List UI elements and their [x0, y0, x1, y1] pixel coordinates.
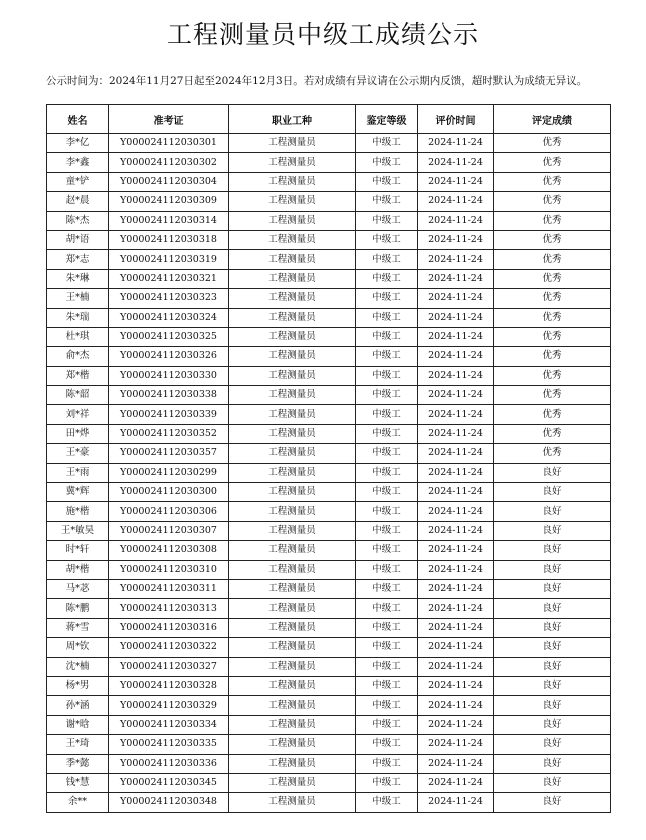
- cell-result: 优秀: [494, 366, 611, 385]
- cell-level: 中级工: [356, 696, 418, 715]
- cell-level: 中级工: [356, 754, 418, 773]
- cell-level: 中级工: [356, 347, 418, 366]
- cell-result: 优秀: [494, 172, 611, 191]
- cell-occupation: 工程测量员: [229, 424, 356, 443]
- cell-occupation: 工程测量员: [229, 618, 356, 637]
- cell-level: 中级工: [356, 521, 418, 540]
- cell-eval-date: 2024-11-24: [418, 657, 494, 676]
- table-row: [47, 405, 611, 424]
- cell-eval-date: 2024-11-24: [418, 676, 494, 695]
- cell-result: 良好: [494, 657, 611, 676]
- table-row: [47, 715, 611, 734]
- cell-level: 中级工: [356, 230, 418, 249]
- cell-occupation: 工程测量员: [229, 308, 356, 327]
- table-row: [47, 638, 611, 657]
- cell-result: 优秀: [494, 250, 611, 269]
- cell-occupation: 工程测量员: [229, 444, 356, 463]
- cell-result: 优秀: [494, 134, 611, 153]
- cell-name: 王*楠: [47, 289, 109, 308]
- table-row: [47, 463, 611, 482]
- cell-eval-date: 2024-11-24: [418, 211, 494, 230]
- cell-level: 中级工: [356, 483, 418, 502]
- cell-occupation: 工程测量员: [229, 579, 356, 598]
- cell-ticket-number: Y000024112030330: [109, 366, 229, 385]
- cell-occupation: 工程测量员: [229, 502, 356, 521]
- cell-result: 良好: [494, 715, 611, 734]
- cell-occupation: 工程测量员: [229, 327, 356, 346]
- table-row: [47, 289, 611, 308]
- cell-ticket-number: Y000024112030310: [109, 560, 229, 579]
- cell-name: 杜*琪: [47, 327, 109, 346]
- cell-result: 良好: [494, 696, 611, 715]
- cell-level: 中级工: [356, 424, 418, 443]
- cell-ticket-number: Y000024112030316: [109, 618, 229, 637]
- table-row: [47, 657, 611, 676]
- cell-level: 中级工: [356, 134, 418, 153]
- cell-eval-date: 2024-11-24: [418, 773, 494, 792]
- cell-eval-date: 2024-11-24: [418, 696, 494, 715]
- cell-level: 中级工: [356, 327, 418, 346]
- table-row: [47, 521, 611, 540]
- cell-result: 良好: [494, 599, 611, 618]
- cell-name: 胡*语: [47, 230, 109, 249]
- cell-result: 优秀: [494, 230, 611, 249]
- cell-eval-date: 2024-11-24: [418, 618, 494, 637]
- cell-name: 童*铲: [47, 172, 109, 191]
- cell-occupation: 工程测量员: [229, 250, 356, 269]
- cell-level: 中级工: [356, 153, 418, 172]
- cell-ticket-number: Y000024112030300: [109, 483, 229, 502]
- header-occupation: 职业工种: [229, 105, 356, 134]
- table-row: [47, 366, 611, 385]
- cell-occupation: 工程测量员: [229, 386, 356, 405]
- cell-result: 良好: [494, 463, 611, 482]
- table-row: [47, 444, 611, 463]
- cell-level: 中级工: [356, 676, 418, 695]
- cell-ticket-number: Y000024112030357: [109, 444, 229, 463]
- cell-level: 中级工: [356, 502, 418, 521]
- cell-name: 李*亿: [47, 134, 109, 153]
- cell-ticket-number: Y000024112030338: [109, 386, 229, 405]
- cell-level: 中级工: [356, 715, 418, 734]
- cell-ticket-number: Y000024112030299: [109, 463, 229, 482]
- cell-occupation: 工程测量员: [229, 463, 356, 482]
- cell-level: 中级工: [356, 250, 418, 269]
- cell-name: 田*烨: [47, 424, 109, 443]
- cell-name: 胡*楷: [47, 560, 109, 579]
- cell-name: 马*苾: [47, 579, 109, 598]
- cell-eval-date: 2024-11-24: [418, 735, 494, 754]
- cell-level: 中级工: [356, 386, 418, 405]
- table-row: [47, 560, 611, 579]
- cell-eval-date: 2024-11-24: [418, 793, 494, 812]
- cell-occupation: 工程测量员: [229, 638, 356, 657]
- table-row: [47, 192, 611, 211]
- cell-result: 优秀: [494, 424, 611, 443]
- cell-name: 沈*楠: [47, 657, 109, 676]
- cell-ticket-number: Y000024112030352: [109, 424, 229, 443]
- cell-name: 李*鑫: [47, 153, 109, 172]
- cell-name: 郑*志: [47, 250, 109, 269]
- cell-occupation: 工程测量员: [229, 773, 356, 792]
- cell-result: 良好: [494, 735, 611, 754]
- cell-eval-date: 2024-11-24: [418, 366, 494, 385]
- cell-result: 优秀: [494, 405, 611, 424]
- cell-occupation: 工程测量员: [229, 657, 356, 676]
- cell-eval-date: 2024-11-24: [418, 289, 494, 308]
- cell-ticket-number: Y000024112030306: [109, 502, 229, 521]
- cell-occupation: 工程测量员: [229, 793, 356, 812]
- cell-occupation: 工程测量员: [229, 192, 356, 211]
- cell-level: 中级工: [356, 599, 418, 618]
- cell-level: 中级工: [356, 308, 418, 327]
- table-row: [47, 211, 611, 230]
- cell-occupation: 工程测量员: [229, 405, 356, 424]
- cell-ticket-number: Y000024112030322: [109, 638, 229, 657]
- cell-name: 俞*杰: [47, 347, 109, 366]
- cell-occupation: 工程测量员: [229, 754, 356, 773]
- cell-eval-date: 2024-11-24: [418, 521, 494, 540]
- cell-occupation: 工程测量员: [229, 715, 356, 734]
- cell-occupation: 工程测量员: [229, 541, 356, 560]
- table-row: [47, 172, 611, 191]
- cell-result: 优秀: [494, 211, 611, 230]
- cell-ticket-number: Y000024112030348: [109, 793, 229, 812]
- cell-name: 谢*晗: [47, 715, 109, 734]
- notice-text: 公示时间为：2024年11月27日起至2024年12月3日。若对成绩有异议请在公示期内反馈，超时默认为成绩无异议。: [46, 75, 588, 87]
- cell-name: 蒋*雪: [47, 618, 109, 637]
- cell-name: 陈*杰: [47, 211, 109, 230]
- cell-ticket-number: Y000024112030314: [109, 211, 229, 230]
- cell-result: 良好: [494, 541, 611, 560]
- cell-ticket-number: Y000024112030327: [109, 657, 229, 676]
- cell-level: 中级工: [356, 773, 418, 792]
- cell-name: 余**: [47, 793, 109, 812]
- cell-eval-date: 2024-11-24: [418, 386, 494, 405]
- cell-name: 施*楷: [47, 502, 109, 521]
- cell-eval-date: 2024-11-24: [418, 134, 494, 153]
- cell-level: 中级工: [356, 735, 418, 754]
- cell-result: 良好: [494, 676, 611, 695]
- cell-level: 中级工: [356, 444, 418, 463]
- cell-level: 中级工: [356, 638, 418, 657]
- cell-level: 中级工: [356, 192, 418, 211]
- cell-occupation: 工程测量员: [229, 560, 356, 579]
- cell-eval-date: 2024-11-24: [418, 444, 494, 463]
- cell-occupation: 工程测量员: [229, 696, 356, 715]
- cell-eval-date: 2024-11-24: [418, 424, 494, 443]
- cell-result: 良好: [494, 618, 611, 637]
- cell-ticket-number: Y000024112030334: [109, 715, 229, 734]
- cell-level: 中级工: [356, 172, 418, 191]
- cell-occupation: 工程测量员: [229, 599, 356, 618]
- cell-occupation: 工程测量员: [229, 366, 356, 385]
- cell-ticket-number: Y000024112030311: [109, 579, 229, 598]
- header-ticket-number: 准考证: [109, 105, 229, 134]
- cell-level: 中级工: [356, 541, 418, 560]
- table-row: [47, 618, 611, 637]
- cell-name: 王*琦: [47, 735, 109, 754]
- cell-name: 周*钦: [47, 638, 109, 657]
- cell-occupation: 工程测量员: [229, 521, 356, 540]
- cell-name: 王*雨: [47, 463, 109, 482]
- table-row: [47, 386, 611, 405]
- cell-ticket-number: Y000024112030304: [109, 172, 229, 191]
- cell-eval-date: 2024-11-24: [418, 308, 494, 327]
- cell-level: 中级工: [356, 463, 418, 482]
- cell-level: 中级工: [356, 793, 418, 812]
- table-row: [47, 541, 611, 560]
- cell-result: 良好: [494, 560, 611, 579]
- cell-level: 中级工: [356, 560, 418, 579]
- table-row: [47, 230, 611, 249]
- cell-ticket-number: Y000024112030339: [109, 405, 229, 424]
- cell-name: 朱*瑞: [47, 308, 109, 327]
- cell-eval-date: 2024-11-24: [418, 502, 494, 521]
- table-row: [47, 347, 611, 366]
- cell-name: 赵*晨: [47, 192, 109, 211]
- table-row: [47, 696, 611, 715]
- cell-name: 孙*涵: [47, 696, 109, 715]
- table-row: [47, 754, 611, 773]
- cell-occupation: 工程测量员: [229, 735, 356, 754]
- cell-occupation: 工程测量员: [229, 153, 356, 172]
- cell-name: 钱*慧: [47, 773, 109, 792]
- cell-eval-date: 2024-11-24: [418, 638, 494, 657]
- cell-ticket-number: Y000024112030328: [109, 676, 229, 695]
- cell-occupation: 工程测量员: [229, 211, 356, 230]
- cell-eval-date: 2024-11-24: [418, 483, 494, 502]
- cell-name: 杨*男: [47, 676, 109, 695]
- cell-ticket-number: Y000024112030313: [109, 599, 229, 618]
- cell-level: 中级工: [356, 405, 418, 424]
- cell-level: 中级工: [356, 618, 418, 637]
- cell-result: 良好: [494, 502, 611, 521]
- cell-result: 良好: [494, 521, 611, 540]
- cell-eval-date: 2024-11-24: [418, 250, 494, 269]
- cell-eval-date: 2024-11-24: [418, 541, 494, 560]
- cell-level: 中级工: [356, 366, 418, 385]
- cell-ticket-number: Y000024112030325: [109, 327, 229, 346]
- table-row: [47, 773, 611, 792]
- table-header-row: [47, 105, 611, 134]
- cell-eval-date: 2024-11-24: [418, 463, 494, 482]
- cell-result: 优秀: [494, 289, 611, 308]
- cell-occupation: 工程测量员: [229, 347, 356, 366]
- cell-eval-date: 2024-11-24: [418, 172, 494, 191]
- table-row: [47, 308, 611, 327]
- cell-eval-date: 2024-11-24: [418, 560, 494, 579]
- cell-ticket-number: Y000024112030336: [109, 754, 229, 773]
- table-row: [47, 676, 611, 695]
- cell-occupation: 工程测量员: [229, 289, 356, 308]
- score-table: [46, 104, 611, 813]
- cell-ticket-number: Y000024112030329: [109, 696, 229, 715]
- cell-name: 季*懿: [47, 754, 109, 773]
- cell-eval-date: 2024-11-24: [418, 269, 494, 288]
- header-level: 鉴定等级: [356, 105, 418, 134]
- header-eval-date: 评价时间: [418, 105, 494, 134]
- cell-name: 朱*琳: [47, 269, 109, 288]
- table-row: [47, 579, 611, 598]
- table-row: [47, 269, 611, 288]
- cell-result: 优秀: [494, 153, 611, 172]
- cell-name: 王*豪: [47, 444, 109, 463]
- cell-result: 优秀: [494, 327, 611, 346]
- table-row: [47, 250, 611, 269]
- cell-occupation: 工程测量员: [229, 483, 356, 502]
- cell-ticket-number: Y000024112030307: [109, 521, 229, 540]
- cell-ticket-number: Y000024112030301: [109, 134, 229, 153]
- cell-name: 刘*祥: [47, 405, 109, 424]
- cell-eval-date: 2024-11-24: [418, 153, 494, 172]
- cell-result: 良好: [494, 754, 611, 773]
- cell-ticket-number: Y000024112030323: [109, 289, 229, 308]
- cell-level: 中级工: [356, 657, 418, 676]
- cell-ticket-number: Y000024112030324: [109, 308, 229, 327]
- cell-ticket-number: Y000024112030319: [109, 250, 229, 269]
- cell-result: 优秀: [494, 269, 611, 288]
- cell-ticket-number: Y000024112030326: [109, 347, 229, 366]
- cell-result: 优秀: [494, 192, 611, 211]
- table-row: [47, 327, 611, 346]
- cell-eval-date: 2024-11-24: [418, 230, 494, 249]
- cell-ticket-number: Y000024112030308: [109, 541, 229, 560]
- cell-name: 郑*楷: [47, 366, 109, 385]
- table-row: [47, 793, 611, 812]
- cell-name: 陈*韶: [47, 386, 109, 405]
- cell-eval-date: 2024-11-24: [418, 405, 494, 424]
- cell-eval-date: 2024-11-24: [418, 347, 494, 366]
- cell-result: 优秀: [494, 386, 611, 405]
- cell-ticket-number: Y000024112030309: [109, 192, 229, 211]
- cell-occupation: 工程测量员: [229, 676, 356, 695]
- cell-level: 中级工: [356, 211, 418, 230]
- cell-eval-date: 2024-11-24: [418, 192, 494, 211]
- cell-result: 良好: [494, 773, 611, 792]
- cell-eval-date: 2024-11-24: [418, 599, 494, 618]
- cell-eval-date: 2024-11-24: [418, 715, 494, 734]
- cell-ticket-number: Y000024112030318: [109, 230, 229, 249]
- table-row: [47, 153, 611, 172]
- table-row: [47, 599, 611, 618]
- cell-result: 良好: [494, 638, 611, 657]
- cell-result: 良好: [494, 579, 611, 598]
- header-result: 评定成绩: [494, 105, 611, 134]
- cell-result: 优秀: [494, 347, 611, 366]
- cell-level: 中级工: [356, 289, 418, 308]
- page-title: 工程测量员中级工成绩公示: [166, 20, 479, 49]
- cell-ticket-number: Y000024112030302: [109, 153, 229, 172]
- cell-name: 王*敏昊: [47, 521, 109, 540]
- cell-eval-date: 2024-11-24: [418, 754, 494, 773]
- cell-occupation: 工程测量员: [229, 134, 356, 153]
- cell-eval-date: 2024-11-24: [418, 579, 494, 598]
- table-row: [47, 483, 611, 502]
- cell-eval-date: 2024-11-24: [418, 327, 494, 346]
- cell-level: 中级工: [356, 579, 418, 598]
- cell-occupation: 工程测量员: [229, 230, 356, 249]
- table-row: [47, 735, 611, 754]
- cell-name: 冀*辉: [47, 483, 109, 502]
- cell-result: 优秀: [494, 444, 611, 463]
- header-name: 姓名: [47, 105, 109, 134]
- table-row: [47, 424, 611, 443]
- cell-level: 中级工: [356, 269, 418, 288]
- cell-ticket-number: Y000024112030335: [109, 735, 229, 754]
- cell-name: 陈*鹏: [47, 599, 109, 618]
- table-body: [47, 134, 611, 813]
- table-row: [47, 134, 611, 153]
- cell-name: 时*轩: [47, 541, 109, 560]
- cell-occupation: 工程测量员: [229, 269, 356, 288]
- table-row: [47, 502, 611, 521]
- cell-ticket-number: Y000024112030321: [109, 269, 229, 288]
- cell-ticket-number: Y000024112030345: [109, 773, 229, 792]
- cell-result: 良好: [494, 793, 611, 812]
- cell-result: 优秀: [494, 308, 611, 327]
- cell-result: 良好: [494, 483, 611, 502]
- cell-occupation: 工程测量员: [229, 172, 356, 191]
